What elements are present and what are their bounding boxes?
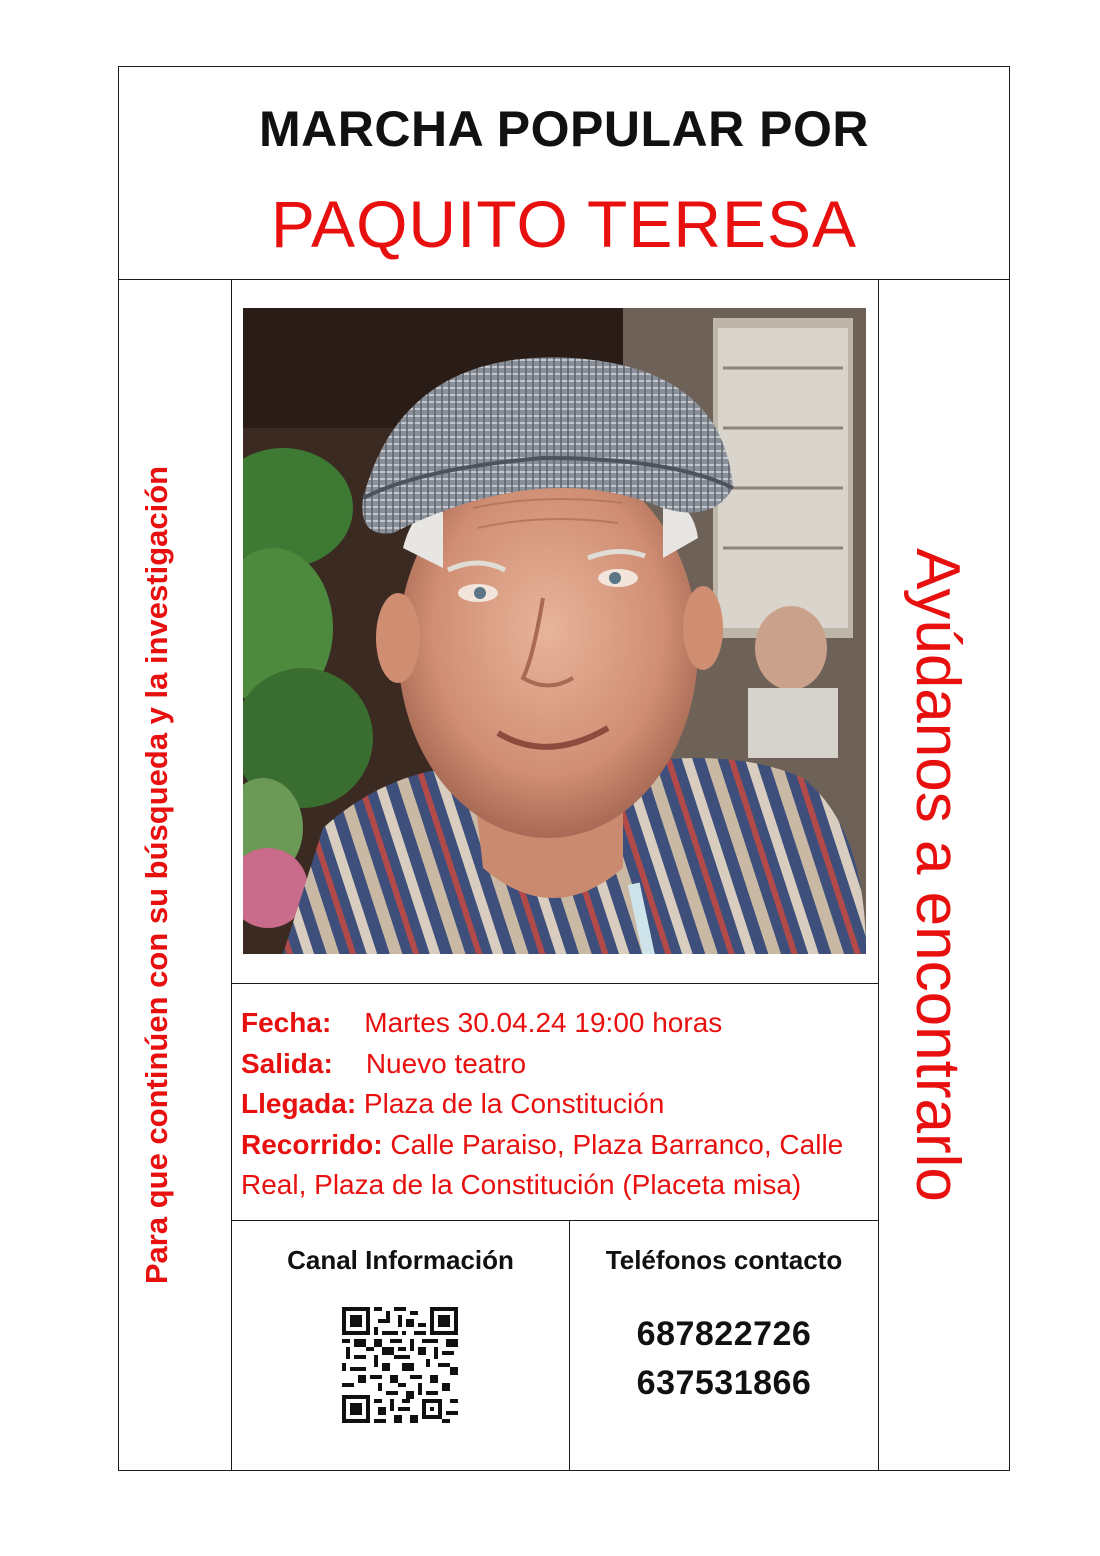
salida-value: Nuevo teatro [365, 1047, 527, 1079]
telefonos-contacto-heading: Teléfonos contacto [605, 1245, 843, 1275]
missing-person-photo [243, 308, 866, 954]
title-person-name: PAQUITO TERESA [270, 187, 858, 261]
recorrido-row: Recorrido: Calle Paraiso, Plaza Barranco, Calle Real, Plaza de la Constitución (Placeta misa) [241, 1128, 844, 1200]
recorrido-label: Recorrido [241, 1128, 374, 1160]
phone-number-2[interactable]: 637531866 [636, 1364, 812, 1402]
side-text-right: Ayúdanos a encontrarlo [903, 548, 972, 1202]
llegada-row: Llegada: Plaza de la Constitución [241, 1088, 665, 1119]
llegada-value: Plaza de la Constitución [363, 1088, 665, 1119]
qr-code[interactable] [342, 1307, 458, 1423]
salida-row: Salida: Nuevo teatro [241, 1047, 527, 1079]
canal-informacion-heading: Canal Información [287, 1245, 514, 1275]
recorrido-value: Calle Paraiso, Plaza Barranco, Calle Real, Plaza de la Constitución (Placeta misa) [241, 1128, 844, 1200]
fecha-value: Martes 30.04.24 19:00 horas [364, 1007, 723, 1038]
phone-number-1[interactable]: 687822726 [636, 1315, 812, 1353]
event-details [241, 1003, 871, 1206]
side-text-left: Para que continúen con su búsqueda y la investigación [139, 465, 174, 1285]
salida-label: Salida [241, 1047, 324, 1079]
llegada-label: Llegada [241, 1088, 347, 1119]
title-line-1: MARCHA POPULAR POR [259, 101, 869, 157]
fecha-label: Fecha [241, 1007, 322, 1038]
fecha-row: Fecha: Martes 30.04.24 19:00 horas [241, 1007, 723, 1038]
